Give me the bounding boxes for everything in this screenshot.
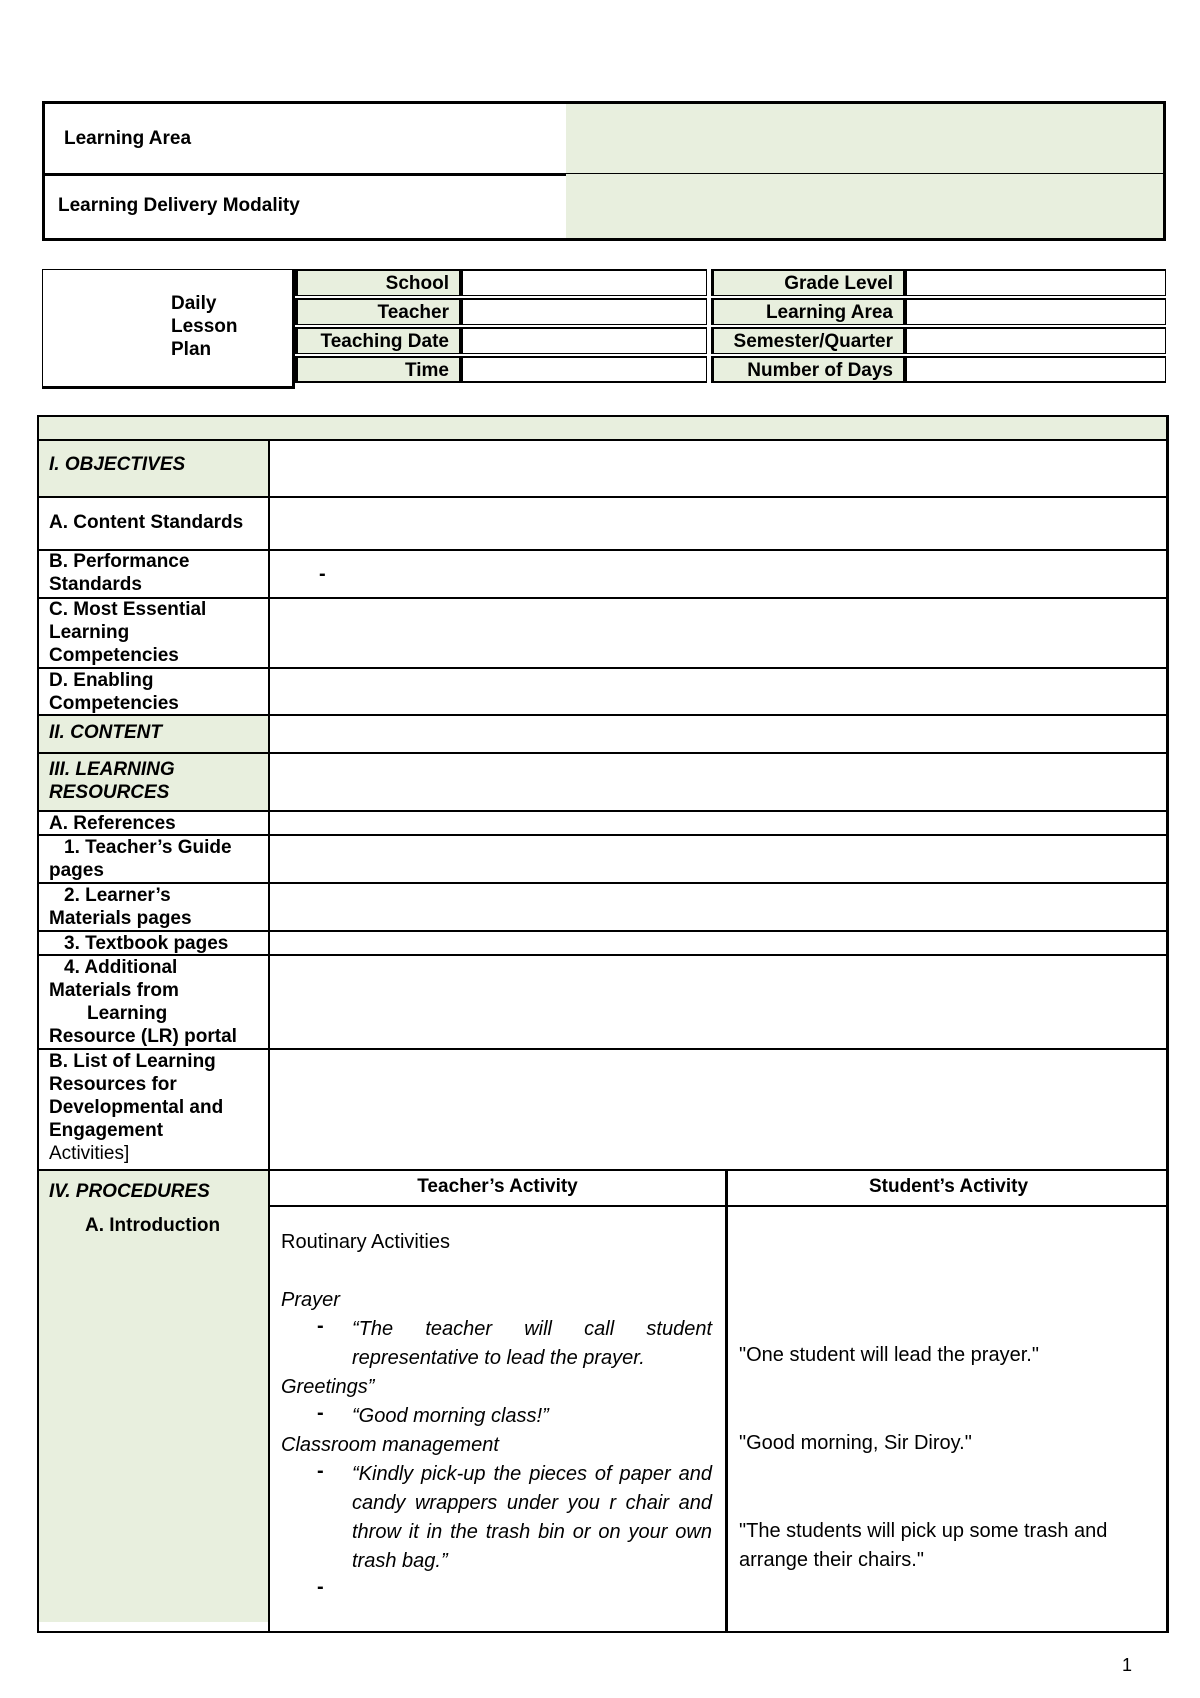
learning-area-header-label: Learning Area [711,298,906,325]
label-line: Competencies [49,693,179,714]
learning-area-row [45,104,1163,176]
row-divider [39,439,1166,441]
prayer-heading: Prayer [281,1289,340,1311]
greetings-text: “Good morning class!” [352,1405,549,1427]
teaching-date-label: Teaching Date [295,327,462,354]
row-divider [39,597,1166,599]
dlp-title-box [42,269,295,389]
label-line: Resource (LR) portal [49,1026,237,1047]
student-prayer-response: "One student will lead the prayer." [739,1344,1039,1366]
references-label: A. References [49,813,176,834]
label-line: B. List of Learning [49,1051,216,1072]
bullet-dash: - [317,1402,324,1424]
dlp-info-grid [295,269,1166,385]
learning-area-value[interactable] [566,104,1163,173]
grade-level-label: Grade Level [711,269,906,296]
learning-area-header-value[interactable] [906,298,1166,325]
classroom-management-text: “Kindly pick-up the pieces of paper and candy wrappers under you r chair and throw it in the trash bin or on your own trash bag.” [352,1463,712,1572]
procedures-cell [39,1171,269,1622]
label-line: Activities] [49,1143,130,1164]
teacher-value[interactable] [462,298,707,325]
label-line: D. Enabling [49,670,154,691]
delivery-modality-row [45,174,1163,238]
label-line: 4. Additional [64,957,178,978]
learning-area-table [42,101,1166,241]
dlp-title-line: Plan [171,339,212,360]
bullet-dash: - [317,1315,324,1337]
row-divider [39,667,1166,669]
label-line: B. Performance [49,551,190,572]
row-divider [39,882,1166,884]
row-divider [39,549,1166,551]
learning-area-label: Learning Area [45,104,585,173]
learners-materials-label [49,884,192,930]
label-line: Materials pages [49,908,192,929]
label-line: Engagement [49,1120,164,1141]
label-line: Competencies [49,645,179,666]
semester-quarter-label: Semester/Quarter [711,327,906,354]
label-line: C. Most Essential [49,599,207,620]
info-row-time [295,356,1166,385]
time-value[interactable] [462,356,707,383]
label-line: III. LEARNING [49,759,175,780]
procedures-label: IV. PROCEDURES [49,1181,210,1202]
teacher-activity-header: Teacher’s Activity [417,1176,578,1197]
performance-dash: - [319,563,326,585]
label-line: Learning [49,622,130,643]
performance-standards-label [49,550,189,596]
info-row-school [295,269,1166,298]
row-divider [39,1169,1166,1171]
student-management-response: "The students will pick up some trash and arrange their chairs." [739,1520,1108,1571]
label-line: RESOURCES [49,782,170,803]
dlp-title-line: Lesson [171,316,238,337]
dlp-title [171,292,238,361]
prayer-text: “The teacher will call student representative to lead the prayer. [352,1318,712,1369]
content-label: II. CONTENT [49,722,162,743]
greetings-heading: Greetings” [281,1376,375,1398]
row-divider [39,714,1166,716]
time-label: Time [295,356,462,383]
teachers-guide-label [49,836,232,882]
list-of-resources-label [49,1050,223,1165]
dlp-title-line: Daily [171,293,217,314]
label-line: Developmental and [49,1097,224,1118]
additional-materials-label [49,956,237,1048]
teacher-label: Teacher [295,298,462,325]
table-header-band [39,417,1166,439]
row-divider [39,496,1166,498]
delivery-modality-label: Learning Delivery Modality [45,174,579,238]
objectives-label: I. OBJECTIVES [49,454,186,475]
routinary-activities: Routinary Activities [281,1231,450,1253]
introduction-label: A. Introduction [85,1215,221,1236]
classroom-management-heading: Classroom management [281,1434,499,1456]
info-row-teacher [295,298,1166,327]
learning-resources-label [49,758,175,804]
label-line: 2. Learner’s [64,885,171,906]
number-of-days-value[interactable] [906,356,1166,383]
info-row-date [295,327,1166,356]
textbook-pages-label: 3. Textbook pages [64,933,229,954]
column-divider [268,439,270,1631]
row-divider [269,1205,1166,1207]
label-line: 1. Teacher’s Guide [64,837,232,858]
school-value[interactable] [462,269,707,296]
number-of-days-label: Number of Days [711,356,906,383]
label-line: pages [49,860,104,881]
grade-level-value[interactable] [906,269,1166,296]
label-line: Learning [87,1003,168,1024]
bullet-dash: - [317,1576,324,1598]
label-line: Standards [49,574,142,595]
enabling-competencies-label [49,669,179,715]
bullet-dash: - [317,1460,324,1482]
column-divider [725,1169,728,1631]
student-greeting-response: "Good morning, Sir Diroy." [739,1432,972,1454]
label-line: Materials from [49,980,179,1001]
row-divider [39,810,1166,812]
student-activity-header: Student’s Activity [868,1176,1029,1197]
school-label: School [295,269,462,296]
row-divider [39,752,1166,754]
content-standards-label: A. Content Standards [49,512,244,533]
melc-label [49,598,206,667]
page-number: 1 [1121,1655,1132,1675]
dlp-main-table [37,415,1169,1633]
semester-quarter-value[interactable] [906,327,1166,354]
teaching-date-value[interactable] [462,327,707,354]
label-line: Resources for [49,1074,177,1095]
delivery-modality-value[interactable] [566,174,1163,238]
